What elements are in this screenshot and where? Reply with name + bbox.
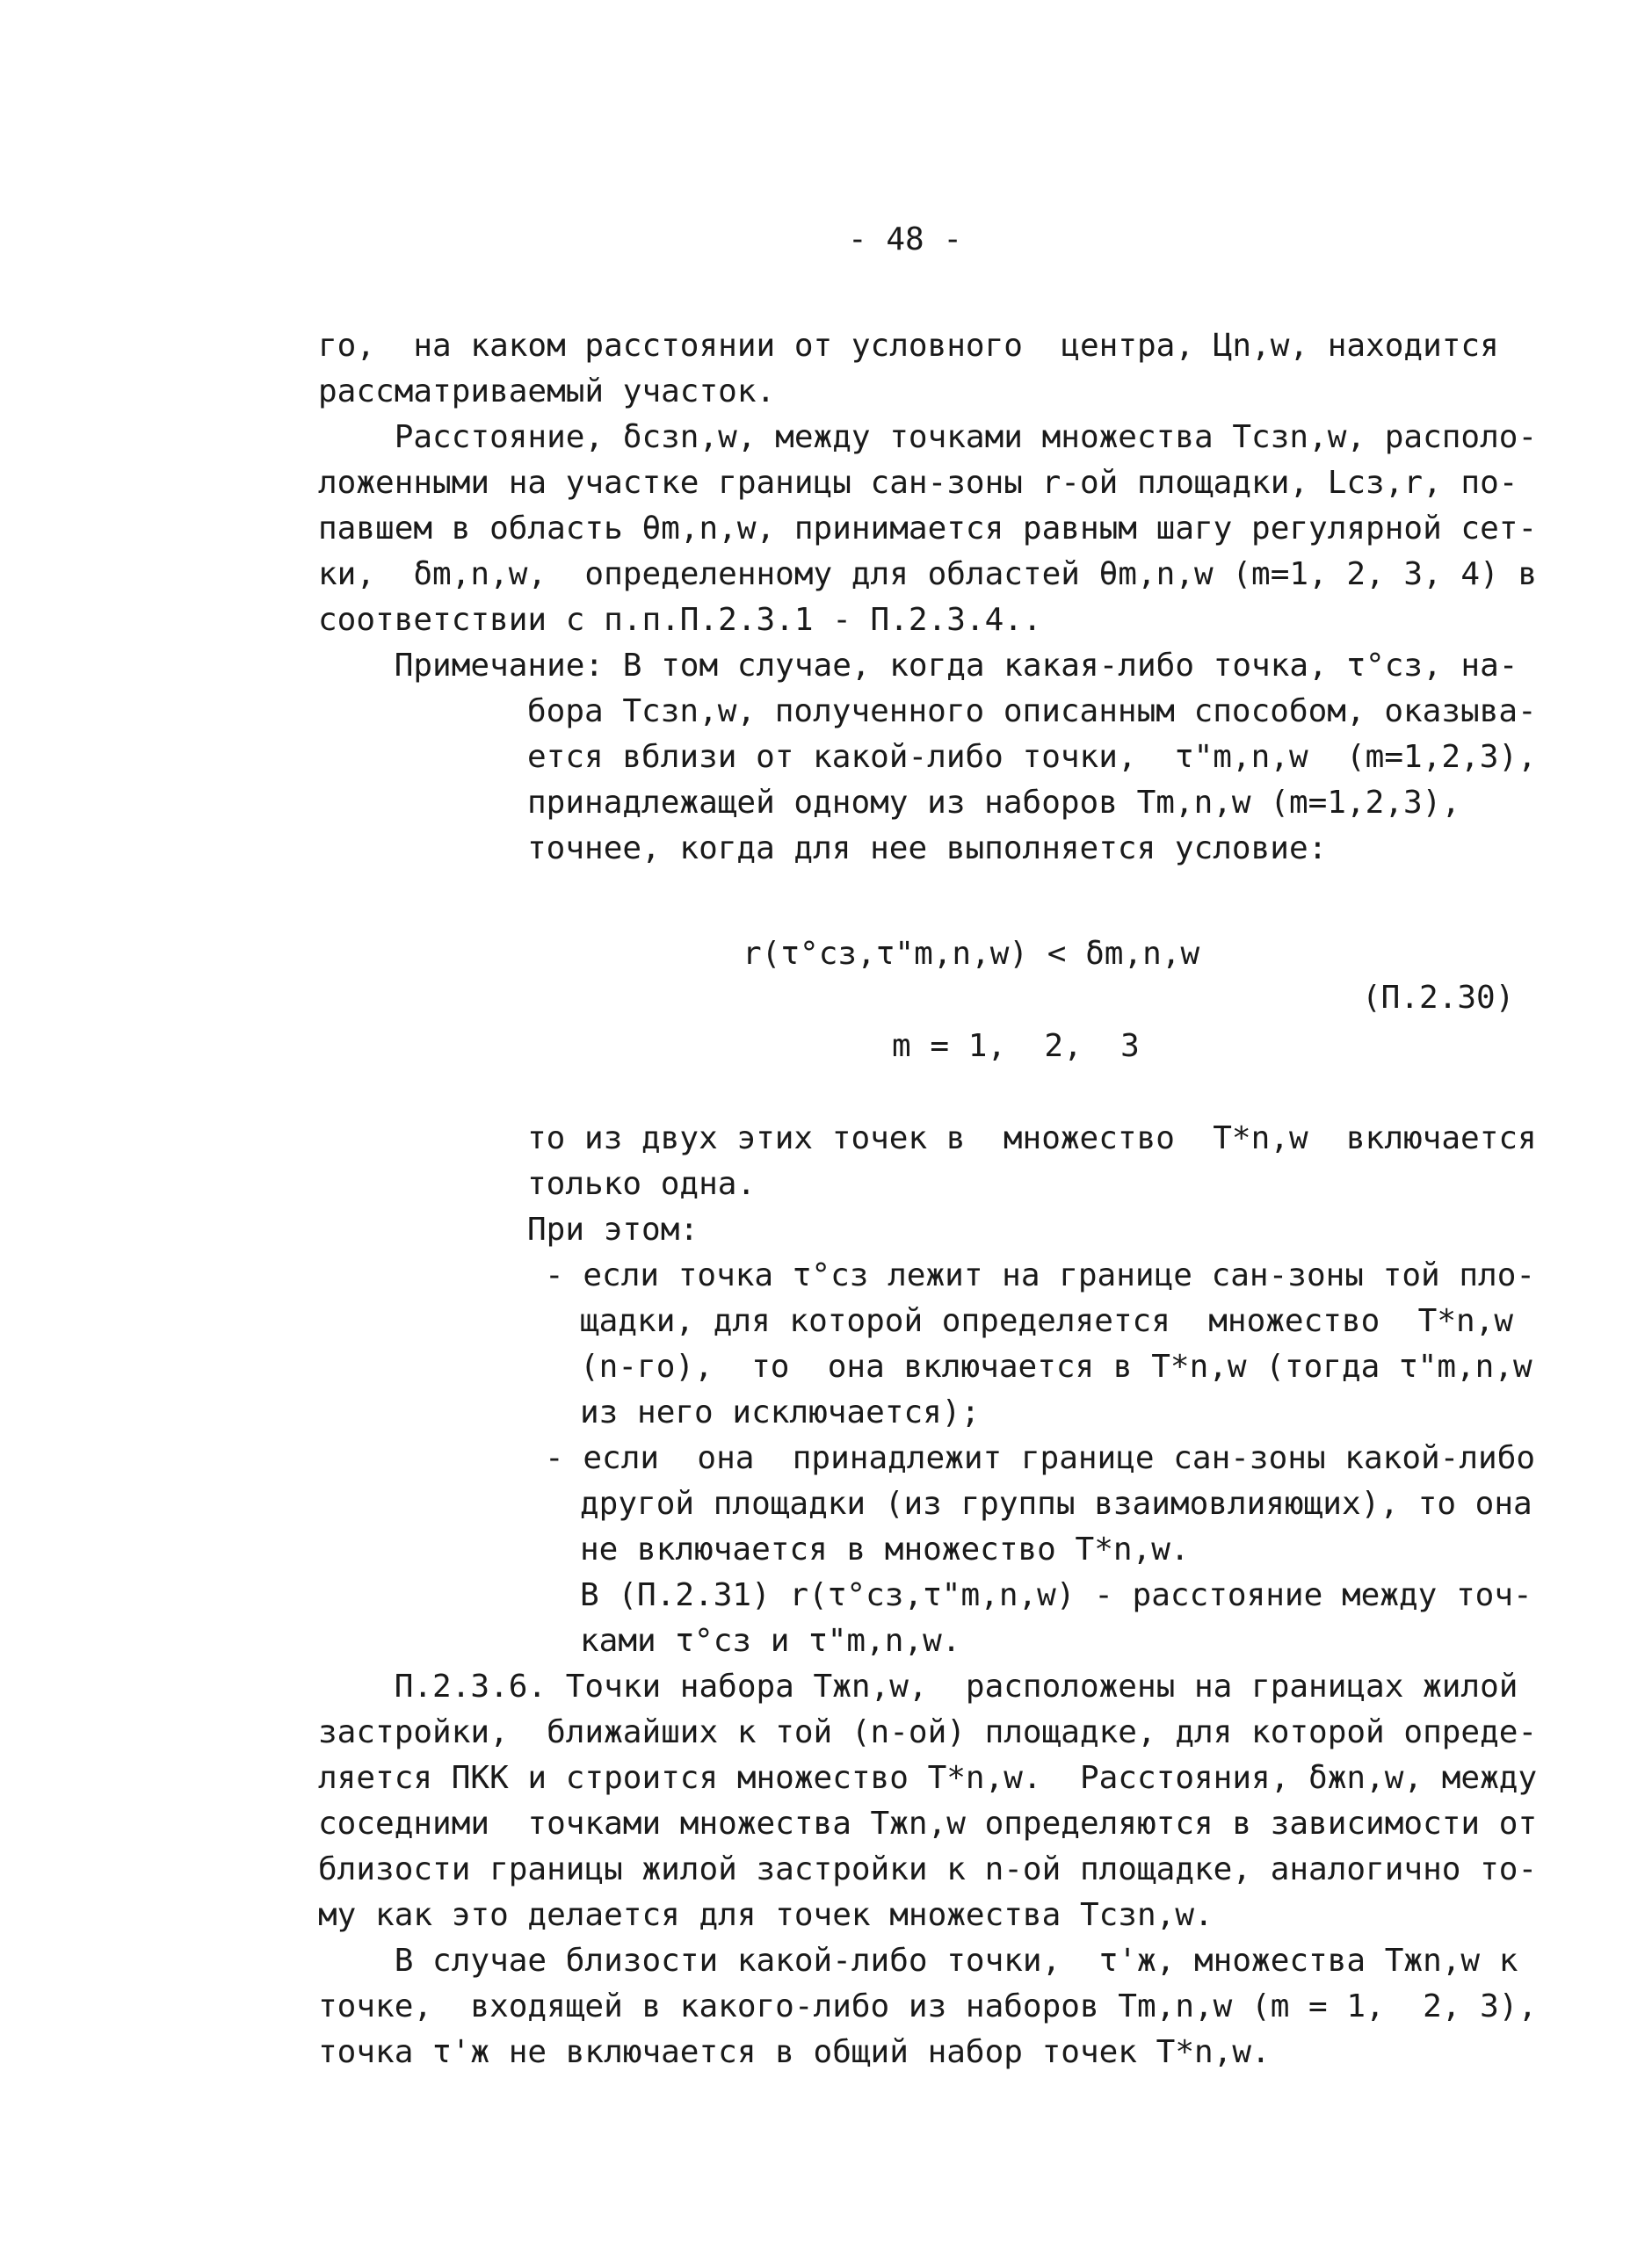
- text-line: застройки, ближайших к той (n-ой) площадке, для которой опреде-: [318, 1714, 1538, 1750]
- bullet-text-line: (n-го), то она включается в Т*n,w (тогда τ"m,n,w: [580, 1349, 1532, 1385]
- note-text-line: ется вблизи от какой-либо точки, τ"m,n,w (m=1,2,3),: [527, 739, 1537, 775]
- note-text-line: то из двух этих точек в множество Т*n,w включается: [527, 1120, 1537, 1156]
- equation-number: (П.2.30): [1362, 980, 1515, 1016]
- text-line: точке, входящей в какого-либо из наборов Тm,n,w (m = 1, 2, 3),: [318, 1988, 1538, 2024]
- text-line: близости границы жилой застройки к n-ой площадке, аналогично то-: [318, 1851, 1538, 1887]
- note-text-line: При этом:: [527, 1212, 699, 1248]
- text-line: ляется ПКК и строится множество Т*n,w. Расстояния, δжn,w, между: [318, 1760, 1538, 1796]
- text-line: соседними точками множества Тжn,w определяются в зависимости от: [318, 1806, 1538, 1842]
- bullet-text-line: щадки, для которой определяется множество Т*n,w: [580, 1303, 1514, 1339]
- text-line: рассматриваемый участок.: [318, 373, 776, 409]
- bullet-text-line: не включается в множество Т*n,w.: [580, 1532, 1190, 1568]
- text-line: точка τ'ж не включается в общий набор точек Т*n,w.: [318, 2034, 1271, 2070]
- note-text-line: принадлежащей одному из наборов Тm,n,w (m=1,2,3),: [527, 785, 1461, 821]
- bullet-text-line: другой площадки (из группы взаимовлияющих), то она: [580, 1486, 1532, 1522]
- text-line: соответствии с п.п.П.2.3.1 - П.2.3.4..: [318, 602, 1042, 638]
- text-line: му как это делается для точек множества Тсзn,w.: [318, 1897, 1214, 1933]
- note-text-line: бора Тсзn,w, полученного описанным способом, оказыва-: [527, 693, 1537, 729]
- bullet-text-line: ками τ°сз и τ"m,n,w.: [580, 1623, 961, 1659]
- text-line: П.2.3.6. Точки набора Тжn,w, расположены на границах жилой: [318, 1669, 1518, 1705]
- text-line: ложенными на участке границы сан-зоны r-ой площадки, Lсз,r, по-: [318, 465, 1518, 501]
- formula-line-2: m = 1, 2, 3: [892, 1028, 1140, 1064]
- text-line: В случае близости какой-либо точки, τ'ж, множества Тжn,w к: [318, 1943, 1518, 1979]
- note-text-line: Примечание: В том случае, когда какая-либо точка, τ°сз, на-: [318, 648, 1518, 684]
- bullet-text-line: - если она принадлежит границе сан-зоны какой-либо: [545, 1440, 1536, 1476]
- text-line: Расстояние, δсзn,w, между точками множества Тсзn,w, располо-: [318, 419, 1538, 455]
- text-line: ки, δm,n,w, определенному для областей θm,n,w (m=1, 2, 3, 4) в: [318, 556, 1538, 592]
- formula-line-1: r(τ°сз,τ"m,n,w) < δm,n,w: [743, 936, 1200, 972]
- bullet-text-line: В (П.2.31) r(τ°сз,τ"m,n,w) - расстояние между точ-: [580, 1577, 1532, 1613]
- text-line: го, на каком расстоянии от условного центра, Цn,w, находится: [318, 328, 1499, 364]
- note-text-line: точнее, когда для нее выполняется условие:: [527, 830, 1328, 866]
- bullet-text-line: из него исключается);: [580, 1394, 981, 1430]
- page-number: - 48 -: [848, 221, 963, 257]
- text-line: павшем в область θm,n,w, принимается равным шагу регулярной сет-: [318, 511, 1538, 547]
- bullet-text-line: - если точка τ°сз лежит на границе сан-зоны той пло-: [545, 1257, 1536, 1293]
- note-text-line: только одна.: [527, 1166, 757, 1202]
